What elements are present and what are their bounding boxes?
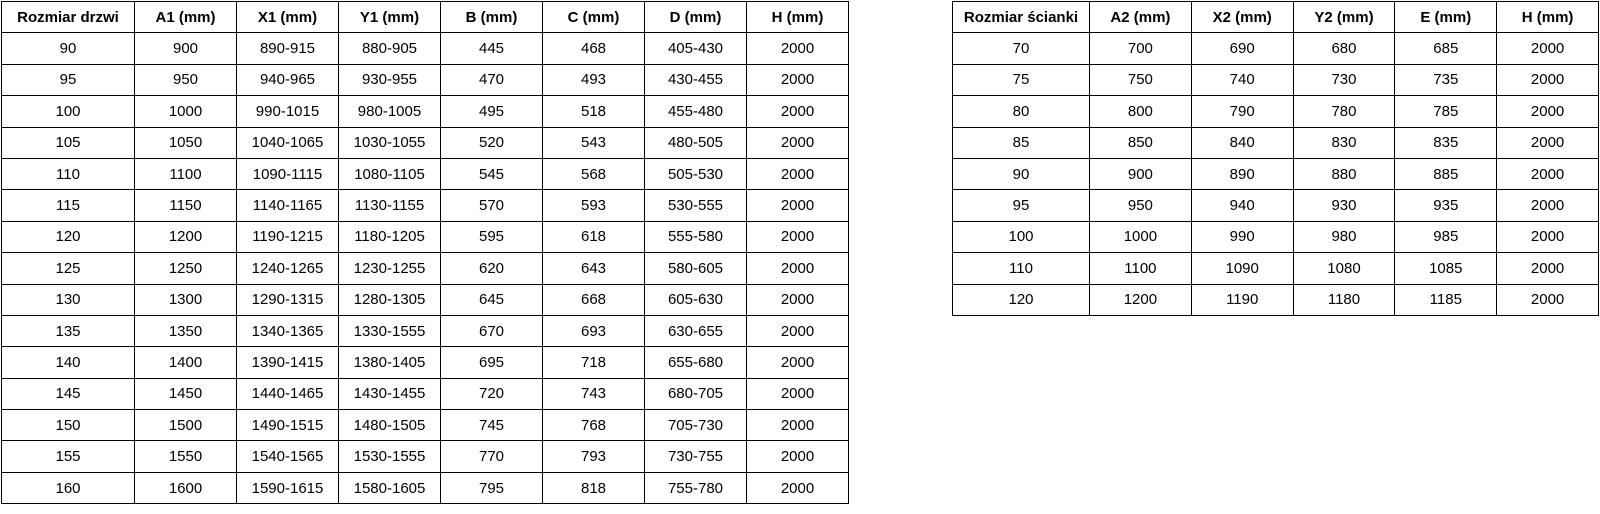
table-cell: 570 [441, 190, 543, 221]
table-cell: 655-680 [645, 347, 747, 378]
table-cell: 1200 [1090, 284, 1192, 315]
table-cell: 770 [441, 441, 543, 472]
table-cell: 980-1005 [339, 96, 441, 127]
table-cell: 990 [1191, 221, 1293, 252]
table-row [953, 96, 1599, 127]
table-cell: 743 [543, 378, 645, 409]
column-header: D (mm) [645, 2, 747, 33]
table-cell: 1380-1405 [339, 347, 441, 378]
table-cell: 755-780 [645, 472, 747, 503]
table-cell: 685 [1395, 33, 1497, 64]
column-header: Rozmiar ścianki [953, 2, 1090, 33]
table-cell: 2000 [1497, 96, 1599, 127]
table-cell: 1030-1055 [339, 127, 441, 158]
table-cell: 1240-1265 [237, 253, 339, 284]
table-cell: 595 [441, 221, 543, 252]
table-cell: 2000 [1497, 284, 1599, 315]
table-cell: 1050 [135, 127, 237, 158]
table-cell: 1280-1305 [339, 284, 441, 315]
table-cell: 1250 [135, 253, 237, 284]
table-cell: 1140-1165 [237, 190, 339, 221]
table-cell: 780 [1293, 96, 1395, 127]
table-cell: 1600 [135, 472, 237, 503]
table-cell: 2000 [747, 96, 849, 127]
table-cell: 1430-1455 [339, 378, 441, 409]
table-row [2, 315, 849, 346]
table-cell: 105 [2, 127, 135, 158]
table-cell: 1400 [135, 347, 237, 378]
table-cell: 1590-1615 [237, 472, 339, 503]
table-cell: 115 [2, 190, 135, 221]
table-cell: 125 [2, 253, 135, 284]
table-cell: 2000 [747, 347, 849, 378]
table-cell: 700 [1090, 33, 1192, 64]
table-row [2, 190, 849, 221]
table-cell: 900 [135, 33, 237, 64]
table-cell: 830 [1293, 127, 1395, 158]
table-cell: 795 [441, 472, 543, 503]
table-row [2, 410, 849, 441]
column-header: X2 (mm) [1191, 2, 1293, 33]
table-cell: 668 [543, 284, 645, 315]
table-cell: 950 [1090, 190, 1192, 221]
table-cell: 1350 [135, 315, 237, 346]
table-cell: 135 [2, 315, 135, 346]
table-cell: 1180-1205 [339, 221, 441, 252]
table-cell: 445 [441, 33, 543, 64]
table-cell: 690 [1191, 33, 1293, 64]
column-header: Rozmiar drzwi [2, 2, 135, 33]
table-cell: 1340-1365 [237, 315, 339, 346]
table-row [2, 472, 849, 503]
table-cell: 90 [953, 158, 1090, 189]
table-cell: 1190-1215 [237, 221, 339, 252]
table-cell: 1530-1555 [339, 441, 441, 472]
table-cell: 1085 [1395, 253, 1497, 284]
table-cell: 405-430 [645, 33, 747, 64]
table-cell: 155 [2, 441, 135, 472]
table-cell: 2000 [747, 64, 849, 95]
table-cell: 1540-1565 [237, 441, 339, 472]
table-cell: 1080-1105 [339, 158, 441, 189]
table-cell: 145 [2, 378, 135, 409]
table-cell: 630-655 [645, 315, 747, 346]
table-cell: 150 [2, 410, 135, 441]
table-cell: 935 [1395, 190, 1497, 221]
table-cell: 793 [543, 441, 645, 472]
table-cell: 100 [2, 96, 135, 127]
table-cell: 1300 [135, 284, 237, 315]
table-cell: 1190 [1191, 284, 1293, 315]
table-cell: 670 [441, 315, 543, 346]
table-cell: 495 [441, 96, 543, 127]
table-cell: 555-580 [645, 221, 747, 252]
table-cell: 110 [2, 158, 135, 189]
header-row [953, 2, 1599, 33]
table-cell: 1330-1555 [339, 315, 441, 346]
table-cell: 643 [543, 253, 645, 284]
column-header: A2 (mm) [1090, 2, 1192, 33]
table-cell: 695 [441, 347, 543, 378]
table-cell: 1100 [1090, 253, 1192, 284]
table-cell: 980 [1293, 221, 1395, 252]
table-cell: 1450 [135, 378, 237, 409]
table-row [2, 378, 849, 409]
table-cell: 160 [2, 472, 135, 503]
table-row [2, 127, 849, 158]
table-cell: 455-480 [645, 96, 747, 127]
table-cell: 85 [953, 127, 1090, 158]
table-cell: 990-1015 [237, 96, 339, 127]
table-cell: 95 [2, 64, 135, 95]
table-row [2, 253, 849, 284]
table-cell: 1180 [1293, 284, 1395, 315]
table-cell: 2000 [1497, 253, 1599, 284]
table-cell: 745 [441, 410, 543, 441]
table-row [2, 158, 849, 189]
table-cell: 1230-1255 [339, 253, 441, 284]
table-cell: 730 [1293, 64, 1395, 95]
table-cell: 790 [1191, 96, 1293, 127]
table-cell: 2000 [1497, 127, 1599, 158]
table-cell: 1185 [1395, 284, 1497, 315]
table-cell: 2000 [747, 315, 849, 346]
column-header: Y2 (mm) [1293, 2, 1395, 33]
table-cell: 1290-1315 [237, 284, 339, 315]
table-cell: 818 [543, 472, 645, 503]
table-row [953, 190, 1599, 221]
table-cell: 75 [953, 64, 1090, 95]
table-cell: 2000 [747, 378, 849, 409]
table-cell: 100 [953, 221, 1090, 252]
table-cell: 940 [1191, 190, 1293, 221]
table-cell: 1390-1415 [237, 347, 339, 378]
table-cell: 493 [543, 64, 645, 95]
table-cell: 880-905 [339, 33, 441, 64]
table-cell: 1550 [135, 441, 237, 472]
table-cell: 1200 [135, 221, 237, 252]
table-cell: 750 [1090, 64, 1192, 95]
table-cell: 470 [441, 64, 543, 95]
table-cell: 840 [1191, 127, 1293, 158]
table-cell: 740 [1191, 64, 1293, 95]
table-cell: 140 [2, 347, 135, 378]
table-row [2, 284, 849, 315]
table-row [2, 64, 849, 95]
table-cell: 890-915 [237, 33, 339, 64]
table-row [2, 96, 849, 127]
table-cell: 120 [953, 284, 1090, 315]
table-cell: 1480-1505 [339, 410, 441, 441]
table-cell: 130 [2, 284, 135, 315]
table-cell: 680-705 [645, 378, 747, 409]
table-cell: 2000 [747, 33, 849, 64]
table-cell: 730-755 [645, 441, 747, 472]
column-header: C (mm) [543, 2, 645, 33]
table-cell: 1000 [1090, 221, 1192, 252]
table-cell: 480-505 [645, 127, 747, 158]
table-cell: 1150 [135, 190, 237, 221]
table-cell: 2000 [1497, 33, 1599, 64]
table-cell: 940-965 [237, 64, 339, 95]
table-cell: 2000 [1497, 64, 1599, 95]
table-cell: 518 [543, 96, 645, 127]
table-cell: 1100 [135, 158, 237, 189]
table-cell: 900 [1090, 158, 1192, 189]
table-cell: 718 [543, 347, 645, 378]
table-cell: 520 [441, 127, 543, 158]
table-cell: 1130-1155 [339, 190, 441, 221]
table-cell: 680 [1293, 33, 1395, 64]
table-row [2, 221, 849, 252]
table-cell: 620 [441, 253, 543, 284]
table-cell: 120 [2, 221, 135, 252]
table-cell: 1490-1515 [237, 410, 339, 441]
table-cell: 985 [1395, 221, 1497, 252]
table-cell: 70 [953, 33, 1090, 64]
table-cell: 735 [1395, 64, 1497, 95]
table-cell: 2000 [747, 190, 849, 221]
table-row [953, 221, 1599, 252]
table-cell: 850 [1090, 127, 1192, 158]
column-header: B (mm) [441, 2, 543, 33]
table-cell: 1580-1605 [339, 472, 441, 503]
table-cell: 90 [2, 33, 135, 64]
column-header: H (mm) [1497, 2, 1599, 33]
table-cell: 705-730 [645, 410, 747, 441]
table-cell: 605-630 [645, 284, 747, 315]
table-cell: 2000 [747, 158, 849, 189]
column-header: E (mm) [1395, 2, 1497, 33]
table-cell: 2000 [747, 284, 849, 315]
table-cell: 2000 [1497, 221, 1599, 252]
column-header: H (mm) [747, 2, 849, 33]
table-row [2, 441, 849, 472]
table-row [953, 33, 1599, 64]
table-cell: 645 [441, 284, 543, 315]
table-cell: 1000 [135, 96, 237, 127]
table-cell: 430-455 [645, 64, 747, 95]
table-cell: 785 [1395, 96, 1497, 127]
table-cell: 890 [1191, 158, 1293, 189]
table-row [953, 64, 1599, 95]
table-cell: 1090 [1191, 253, 1293, 284]
table-cell: 885 [1395, 158, 1497, 189]
table-cell: 1500 [135, 410, 237, 441]
table-cell: 2000 [747, 472, 849, 503]
table-cell: 835 [1395, 127, 1497, 158]
table-cell: 1080 [1293, 253, 1395, 284]
table-cell: 880 [1293, 158, 1395, 189]
table-cell: 618 [543, 221, 645, 252]
column-header: Y1 (mm) [339, 2, 441, 33]
table-cell: 530-555 [645, 190, 747, 221]
table-cell: 1090-1115 [237, 158, 339, 189]
table-row [2, 347, 849, 378]
table-cell: 1040-1065 [237, 127, 339, 158]
table-row [953, 284, 1599, 315]
table-cell: 768 [543, 410, 645, 441]
table-cell: 720 [441, 378, 543, 409]
table-cell: 2000 [1497, 190, 1599, 221]
table-row [2, 33, 849, 64]
table-cell: 2000 [747, 127, 849, 158]
table-cell: 2000 [747, 221, 849, 252]
column-header: A1 (mm) [135, 2, 237, 33]
table-cell: 693 [543, 315, 645, 346]
table-cell: 1440-1465 [237, 378, 339, 409]
table-cell: 2000 [1497, 158, 1599, 189]
table-cell: 593 [543, 190, 645, 221]
header-row [2, 2, 849, 33]
door-sizes-table [1, 1, 849, 504]
column-header: X1 (mm) [237, 2, 339, 33]
table-cell: 930 [1293, 190, 1395, 221]
table-cell: 468 [543, 33, 645, 64]
table-cell: 543 [543, 127, 645, 158]
wall-sizes-table [952, 1, 1599, 316]
table-row [953, 253, 1599, 284]
table-cell: 505-530 [645, 158, 747, 189]
table-row [953, 158, 1599, 189]
table-cell: 930-955 [339, 64, 441, 95]
table-row [953, 127, 1599, 158]
table-cell: 800 [1090, 96, 1192, 127]
table-cell: 110 [953, 253, 1090, 284]
table-cell: 580-605 [645, 253, 747, 284]
table-cell: 80 [953, 96, 1090, 127]
table-cell: 2000 [747, 410, 849, 441]
table-cell: 950 [135, 64, 237, 95]
table-cell: 545 [441, 158, 543, 189]
table-cell: 568 [543, 158, 645, 189]
table-cell: 2000 [747, 253, 849, 284]
table-cell: 2000 [747, 441, 849, 472]
table-cell: 95 [953, 190, 1090, 221]
